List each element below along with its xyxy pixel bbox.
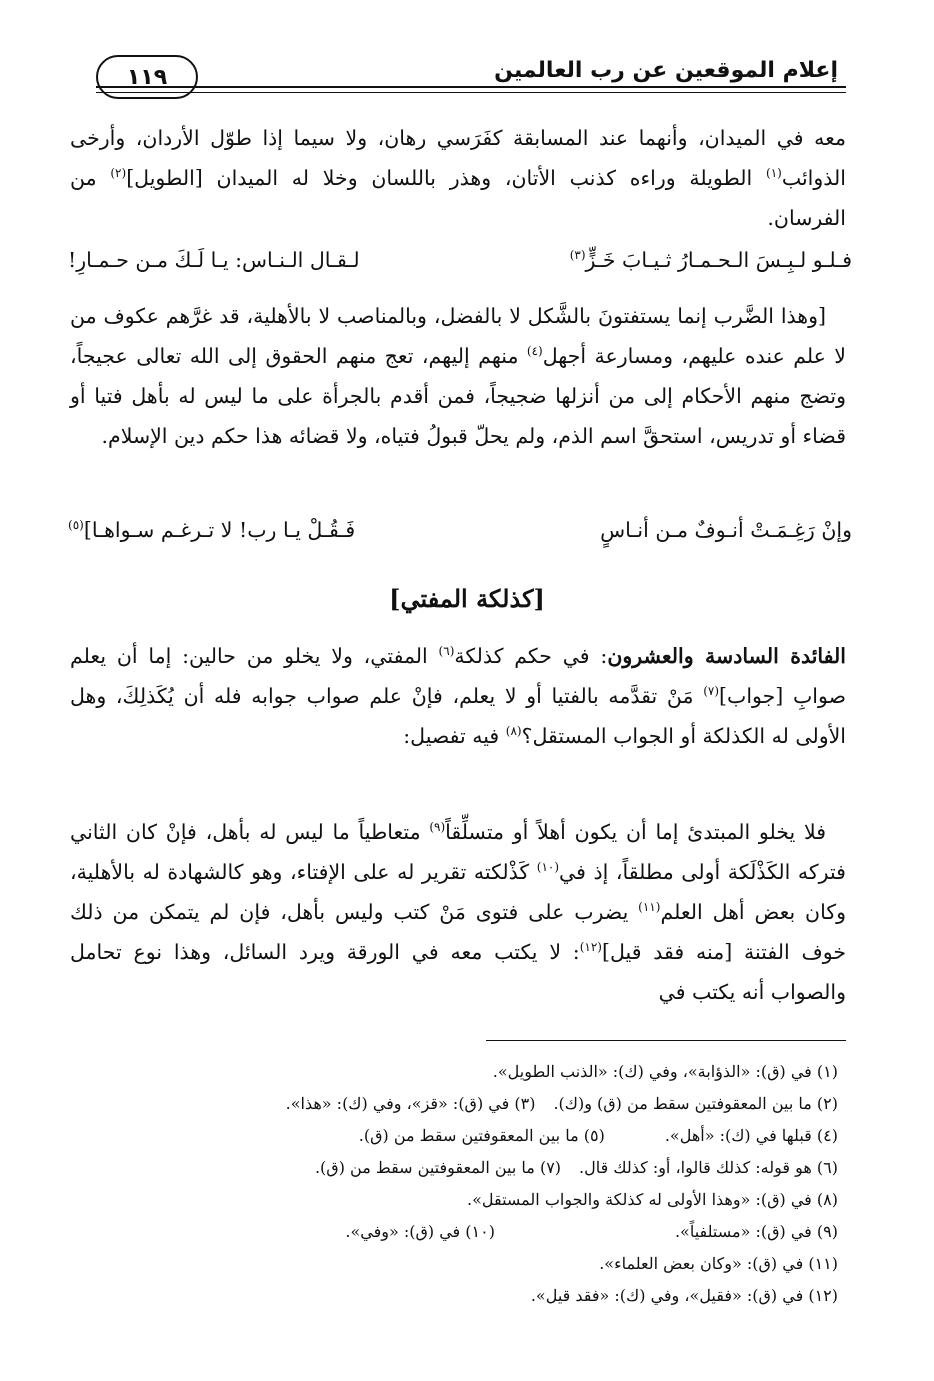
footnote-ref: (٤): [526, 344, 543, 359]
paragraph-text: منهم إليهم، تعج منهم الحقوق إلى الله تعالى عجيجاً، وتضج منهم الأحكام إلى من أنزلها ضجيجاً، فمن أقدم بالجرأة على ما ليس له بأهل فتيا أو قضاء أو تدريس، استحقَّ اسم الذم، ولم يحلّ قبولُ فتياه، ولا قضائه هذا حكم دين الإسلام.: [70, 344, 846, 448]
paragraph-text: يضرب على فتوى مَنْ كتب وليس بأهل، فإن لم يتمكن من ذلك خوف الفتنة [منه فقد قيل]: [70, 900, 846, 964]
footnote-8: (٨) في (ق): «وهذا الأولى له كذلكة والجواب المستقل».: [466, 1190, 838, 1209]
footnote-ref: (١): [766, 166, 782, 181]
paragraph-text: الطويلة وراءه كذنب الأتان، وهذر باللسان وخلا له الميدان [الطويل]: [126, 166, 767, 190]
paragraph-text: متعاطياً ما ليس له بأهل، فإنْ كان الثاني فتركه الكَذْلَكة أولى مطلقاً، إذ في: [70, 820, 846, 884]
paragraph-3: [70, 636, 846, 756]
verse-hemistich-second: لـقـال الـنـاس: يـا لَـكَ مـن حـمـارِ!: [68, 248, 360, 272]
running-title: إعلام الموقعين عن رب العالمين: [494, 58, 838, 83]
footnote-ref: (٩): [429, 820, 446, 835]
footnote-ref: (٧): [703, 684, 720, 699]
footnote-1: (١) في (ق): «الذؤابة»، وفي (ك): «الذنب الطويل».: [492, 1062, 838, 1081]
poetry-verse-1: [68, 248, 852, 288]
verse-hemistich-second: فَـقُـلْ يـا رب! لا تـرغـم سـواهـا]$^{(٥)}$: [68, 518, 356, 542]
section-heading: [كذلكة المفتي]: [389, 584, 545, 613]
footnotes: [70, 1056, 838, 1312]
footnote-4: (٤) قبلها في (ك): «أهل».: [664, 1126, 838, 1145]
footnote-ref: (١٢): [579, 940, 602, 955]
paragraph-text: مَنْ تقدَّمه بالفتيا أو لا يعلم، فإنْ علم صواب جوابه فله أن يُكَذلِكَ، وهل الأولى له الكذلكة أو الجواب المستقل؟: [70, 684, 846, 748]
paragraph-text: : لا يكتب معه في الورقة ويرد السائل، وهذا نوع تحامل والصواب أنه يكتب في: [70, 940, 846, 1004]
header-rule-thin: [96, 92, 846, 93]
verse-hemistich-first: فـلـو لـبِـسَ الـحـمـارُ ثـيـابَ خَـزٍّ$^{(٣)}$: [569, 248, 852, 272]
paragraph-text: فلا يخلو المبتدئ إما أن يكون أهلاً أو متسلِّقاً: [445, 820, 826, 844]
page-number-badge: ١١٩: [96, 55, 198, 99]
paragraph-text: كَذْلكته تقرير له على الإفتاء، وهو كالشهادة له بالأهلية، وكان بعض أهل العلم: [70, 860, 847, 924]
footnote-row: [70, 1120, 838, 1152]
footnote-6: (٦) هو قوله: كذلك قالوا، أو: كذلك قال.: [579, 1158, 838, 1177]
footnote-10: (١٠) في (ق): «وفي».: [345, 1222, 495, 1241]
footnote-2: (٢) ما بين المعقوفتين سقط من (ق) و(ك).: [553, 1094, 838, 1113]
paragraph-4: [70, 812, 846, 1012]
verse-hemistich-first: وإنْ رَغِـمَـتْ أنـوفٌ مـن أنـاسٍ: [600, 518, 852, 542]
paragraph-2: [70, 296, 846, 456]
footnote-ref: (٢): [110, 166, 127, 181]
paragraph-text: فيه تفصيل:: [403, 724, 506, 748]
footnote-ref: (٥): [68, 518, 84, 533]
paragraph-text: : في حكم كذلكة: [454, 644, 608, 668]
paragraph-text: المفتي، ولا يخلو من حالين: إما أن يعلم صوابِ [جواب]: [70, 644, 846, 708]
footnote-9: (٩) في (ق): «مستلفياً».: [674, 1222, 838, 1241]
footnote-ref: (٨): [505, 724, 522, 739]
footnote-5: (٥) ما بين المعقوفتين سقط من (ق).: [358, 1126, 605, 1145]
paragraph-lead: الفائدة السادسة والعشرون: [607, 644, 846, 668]
footnote-separator: [486, 1040, 846, 1041]
paragraph-text: معه في الميدان، وأنهما عند المسابقة كفَرَسي رهان، ولا سيما إذا طوّل الأردان، وأرخى الذوائب: [70, 126, 846, 190]
footnote-ref: (٦): [438, 644, 455, 659]
header-rule: [96, 86, 846, 88]
paragraph-text: [وهذا الضَّرب إنما يستفتونَ بالشَّكل لا بالفضل، وبالمناصب لا بالأهلية، قد غرَّهم عكوف من لا علم عنده عليهم، ومسارعة أجهل: [70, 304, 846, 368]
footnote-ref: (١٠): [536, 860, 560, 875]
footnote-7: (٧) ما بين المعقوفتين سقط من (ق).: [314, 1158, 562, 1177]
footnote-12: (١٢) في (ق): «فقيل»، وفي (ك): «فقد قيل».: [530, 1286, 838, 1305]
poetry-verse-2: [68, 518, 852, 558]
footnote-3: (٣) في (ق): «قز»، وفي (ك): «هذا».: [285, 1094, 536, 1113]
paragraph-text: من الفرسان.: [70, 166, 846, 230]
footnote-11: (١١) في (ق): «وكان بعض العلماء».: [599, 1254, 838, 1273]
paragraph-1: [70, 118, 846, 238]
footnote-row: [70, 1088, 838, 1120]
footnote-row: [70, 1152, 838, 1184]
footnote-ref: (١١): [638, 900, 661, 915]
footnote-ref: (٣): [569, 248, 586, 263]
footnote-row: [70, 1216, 838, 1248]
